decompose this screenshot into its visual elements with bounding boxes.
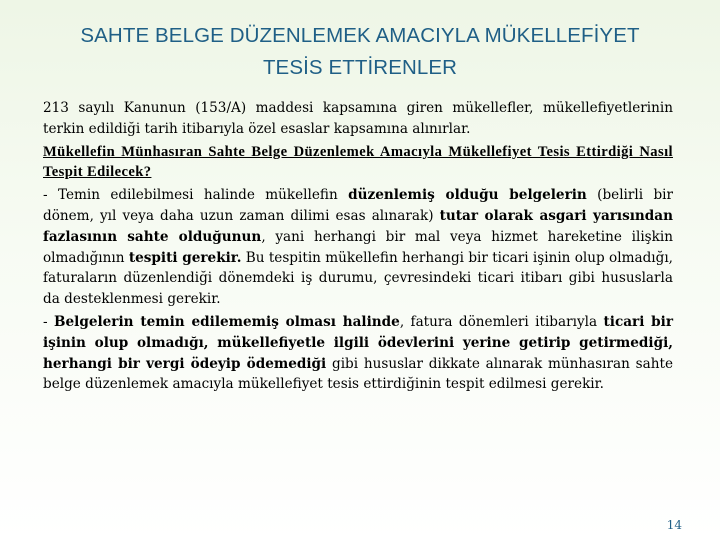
p1-emphasis-b: düzenlemiş olduğu belgelerin bbox=[348, 187, 587, 204]
title-line-2: TESİS ETTİRENLER bbox=[262, 56, 458, 79]
slide-body bbox=[43, 98, 673, 397]
p1-text-c: (belirli bir dönem, yıl veya daha uzun zaman dilimi esas alınarak) bbox=[43, 187, 673, 224]
p2-emphasis-b: Belgelerin temin edilememiş olması halinde bbox=[54, 313, 400, 330]
p2-text-e: gibi hususlar dikkate alınarak münhasıran sahte belge düzenlemek amacıyla mükellefiyet tesis ettirdiğinin tespit edilmesi gerekir. bbox=[43, 355, 673, 393]
p1-emphasis-f: tespiti gerekir. bbox=[128, 249, 242, 266]
p1-text-a: - Temin edilebilmesi halinde mükellefin bbox=[43, 187, 349, 204]
p2-text-c: , fatura dönemleri itibarıyla bbox=[399, 313, 604, 330]
p2-emphasis-d: ticari bir işinin olup olmadığı, mükellefiyetle ilgili ödevlerini yerine getirip getirmediği, herhangi bir vergi ödeyip ödemediği bbox=[43, 313, 674, 372]
page-number: 14 bbox=[666, 518, 682, 532]
p1-text-g: Bu tespitin mükellefin herhangi bir ticari işinin olup olmadığı, faturaların düzenlendiği dönemdeki iş durumu, çevresindeki ticari itibarı gibi hususlarla da desteklenmesi gerekir. bbox=[43, 249, 674, 308]
p1-emphasis-d: tutar olarak asgari yarısından fazlasının sahte olduğunun bbox=[43, 207, 673, 245]
slide-title bbox=[30, 20, 690, 84]
p2-text-a: - bbox=[43, 313, 55, 330]
p1-text-e: , yani herhangi bir mal veya hizmet hareketine ilişkin olmadığının bbox=[43, 228, 674, 266]
paragraph-2 bbox=[43, 312, 673, 395]
paragraph-1 bbox=[43, 185, 673, 310]
question-heading: Mükellefin Münhasıran Sahte Belge Düzenlemek Amacıyla Mükellefiyet Tesis Ettirdiği Nasıl Tespit Edilecek? bbox=[43, 143, 673, 181]
title-line-1: SAHTE BELGE DÜZENLEMEK AMACIYLA MÜKELLEFİYET bbox=[80, 24, 640, 47]
intro-paragraph: 213 sayılı Kanunun (153/A) maddesi kapsamına giren mükellefler, mükellefiyetlerinin terkin edildiği tarih itibarıyla özel esaslar kapsamına alınırlar. bbox=[43, 100, 673, 137]
